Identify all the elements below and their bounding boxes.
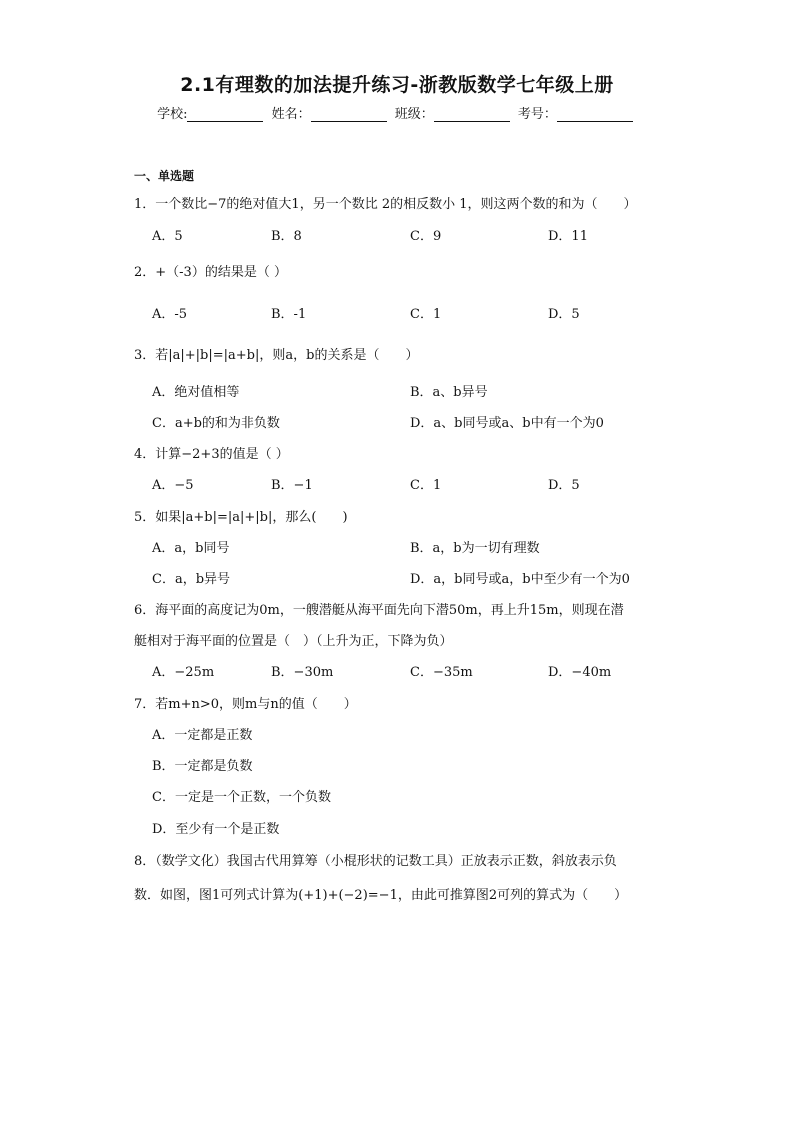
question-7-option-a: A．一定都是正数 [152, 728, 253, 743]
question-7-stem: 7．若m+n>0，则m与n的值（ ） [134, 697, 357, 712]
question-3-stem: 3．若|a|+|b|=|a+b|，则a，b的关系是（ ） [134, 348, 419, 363]
question-4-option-c: C．1 [410, 478, 442, 493]
school-blank [187, 108, 263, 122]
question-6-option-c: C．−35m [410, 665, 473, 680]
question-3-option-d: D．a、b同号或a、b中有一个为0 [410, 416, 604, 431]
question-5-option-b: B．a，b为一切有理数 [410, 541, 540, 556]
question-8-stem-line-2: 数．如图，图1可列式计算为(+1)+(−2)=−1，由此可推算图2可列的算式为（ ） [134, 888, 628, 903]
question-4-option-a: A．−5 [152, 478, 194, 493]
question-1-option-d: D．11 [548, 229, 588, 244]
question-4-option-d: D．5 [548, 478, 580, 493]
question-3-option-b: B．a、b异号 [410, 385, 488, 400]
question-1-option-a: A．5 [152, 229, 183, 244]
question-2-option-c: C．1 [410, 307, 442, 322]
question-6-option-a: A．−25m [152, 665, 215, 680]
question-3-option-a: A．绝对值相等 [152, 385, 240, 400]
question-5-stem: 5．如果|a+b|=|a|+|b|，那么( ) [134, 510, 348, 525]
question-5-option-d: D．a，b同号或a，b中至少有一个为0 [410, 572, 630, 587]
question-2-option-a: A．-5 [152, 307, 188, 322]
question-3-option-c: C．a+b的和为非负数 [152, 416, 280, 431]
question-4-stem: 4．计算−2+3的值是（ ） [134, 447, 289, 462]
question-2-stem: 2．+（-3）的结果是（ ） [134, 265, 287, 280]
question-6-stem-line-1: 6．海平面的高度记为0m，一艘潜艇从海平面先向下潜50m，再上升15m，则现在潜 [134, 603, 624, 618]
page-title: 2.1有理数的加法提升练习-浙教版数学七年级上册 [180, 74, 614, 96]
question-5-option-a: A．a，b同号 [152, 541, 230, 556]
question-7-option-c: C．一定是一个正数，一个负数 [152, 790, 331, 805]
question-2-option-b: B．-1 [271, 307, 307, 322]
question-2-option-d: D．5 [548, 307, 580, 322]
question-6-stem-line-2: 艇相对于海平面的位置是（ ）（上升为正，下降为负） [134, 634, 453, 649]
school-label: 学校: [157, 107, 188, 122]
question-7-option-b: B．一定都是负数 [152, 759, 253, 774]
question-6-option-d: D．−40m [548, 665, 612, 680]
name-label: 姓名： [271, 107, 311, 122]
question-5-option-c: C．a，b异号 [152, 572, 231, 587]
section-heading: 一、单选题 [134, 169, 195, 183]
question-1-option-b: B．8 [271, 229, 302, 244]
question-1-option-c: C．9 [410, 229, 442, 244]
number-blank [557, 108, 633, 122]
question-7-option-d: D．至少有一个是正数 [152, 822, 280, 837]
number-label: 考号： [517, 107, 557, 122]
question-8-stem-line-1: 8．（数学文化）我国古代用算筹（小棍形状的记数工具）正放表示正数，斜放表示负 [134, 854, 617, 869]
question-6-option-b: B．−30m [271, 665, 334, 680]
question-1-stem: 1．一个数比−7的绝对值大1，另一个数比 2的相反数小 1，则这两个数的和为（ ） [134, 197, 637, 212]
class-blank [434, 108, 510, 122]
student-info-row [0, 103, 794, 122]
question-4-option-b: B．−1 [271, 478, 313, 493]
class-label: 班级： [394, 107, 434, 122]
name-blank [311, 108, 387, 122]
